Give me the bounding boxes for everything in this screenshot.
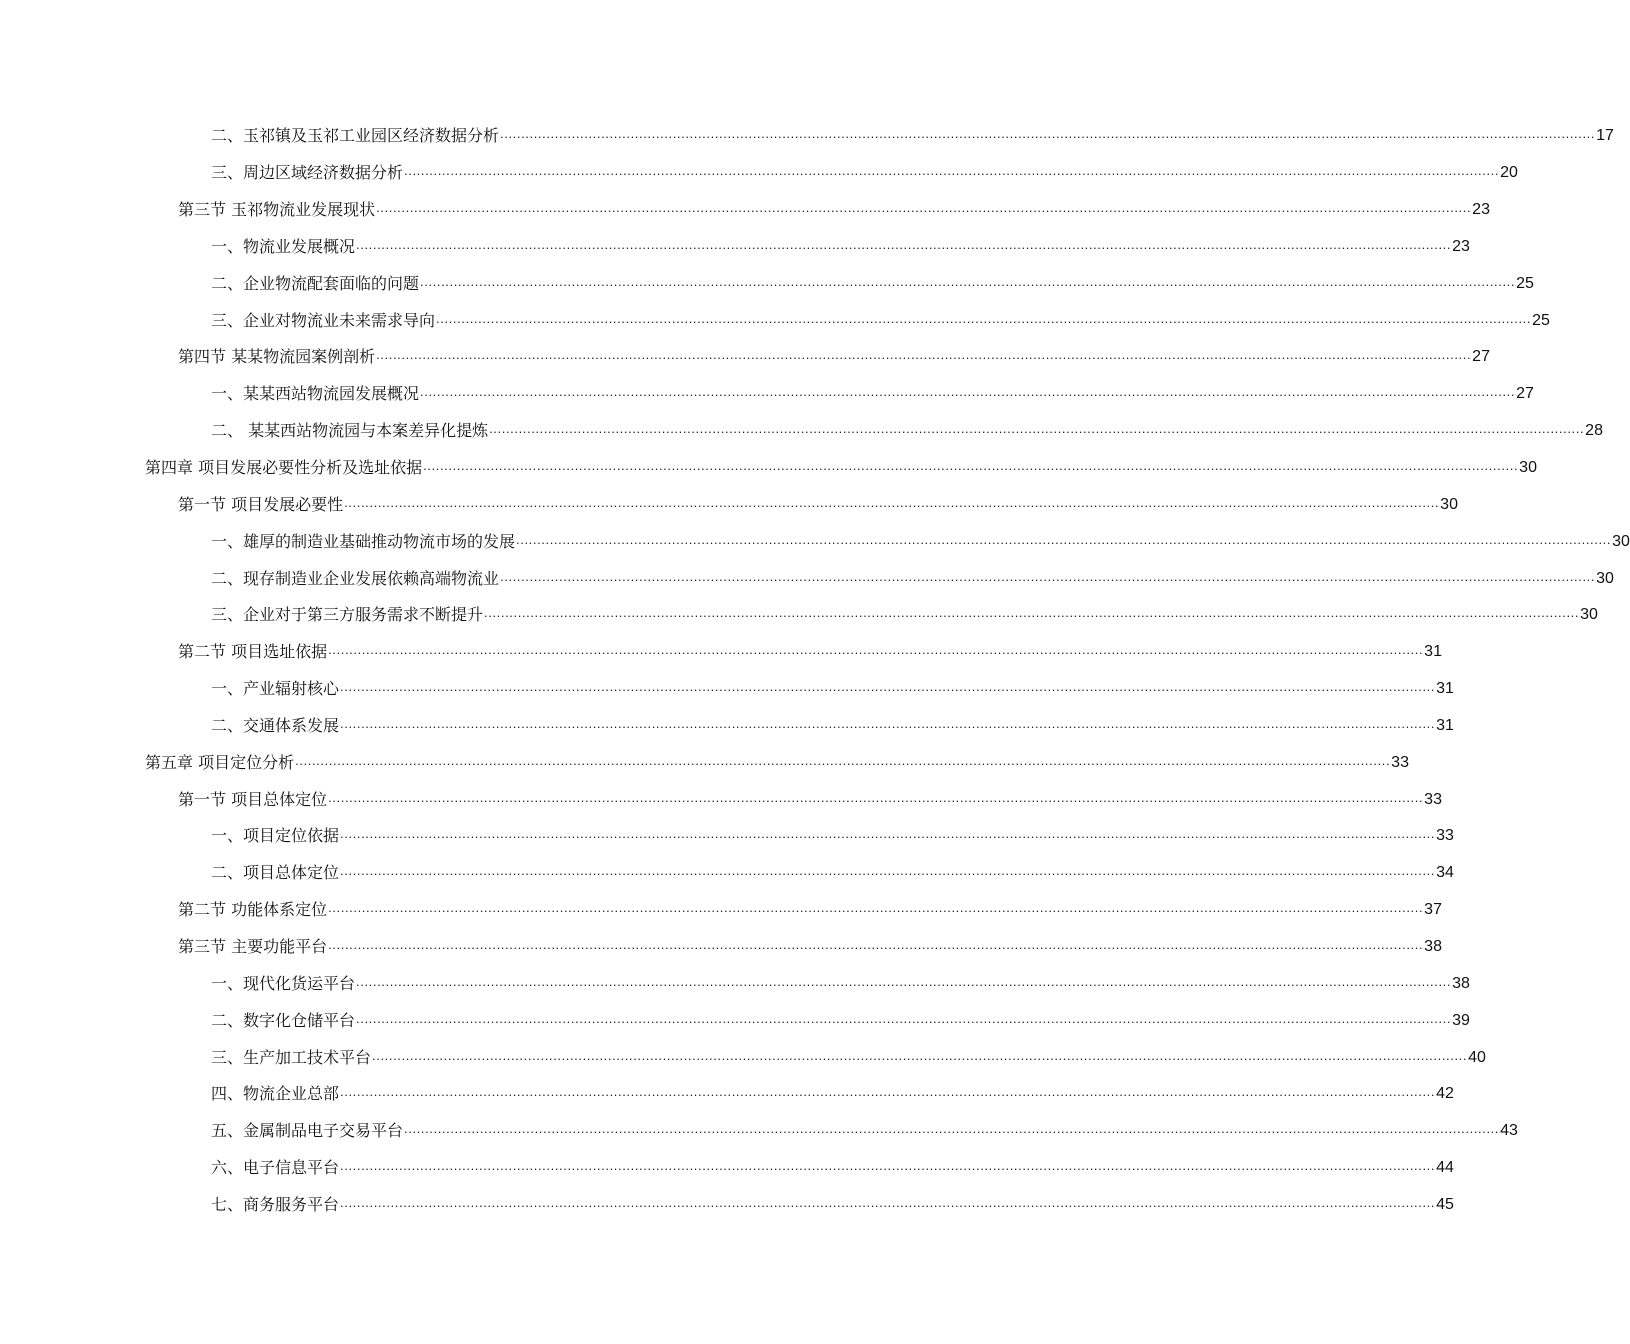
toc-entry-title: 第三节 玉祁物流业发展现状 xyxy=(178,200,376,220)
toc-entry-title: 二、数字化仓储平台 xyxy=(211,1010,356,1030)
toc-entry[interactable] xyxy=(0,229,1470,266)
dot-leader: .................................................................................................................................................................................................................................................................... xyxy=(404,163,1500,179)
toc-entry-title: 一、产业辐射核心 xyxy=(211,679,340,699)
dot-leader: .................................................................................................................................................................................................................................................................... xyxy=(340,679,1436,695)
dot-leader: .................................................................................................................................................................................................................................................................... xyxy=(420,273,1516,289)
toc-entry[interactable] xyxy=(0,1113,1518,1150)
toc-entry[interactable] xyxy=(0,855,1454,892)
dot-leader: .................................................................................................................................................................................................................................................................... xyxy=(372,1047,1468,1063)
toc-entry-title: 第四章 项目发展必要性分析及选址依据 xyxy=(145,458,423,478)
toc-entry-title: 二、企业物流配套面临的问题 xyxy=(211,273,420,293)
toc-entry[interactable] xyxy=(0,1150,1454,1187)
toc-entry-page-number: 44 xyxy=(1436,1159,1454,1177)
dot-leader: .................................................................................................................................................................................................................................................................... xyxy=(328,936,1424,952)
dot-leader: .................................................................................................................................................................................................................................................................... xyxy=(340,1158,1436,1174)
toc-entry-page-number: 27 xyxy=(1472,348,1490,366)
dot-leader: .................................................................................................................................................................................................................................................................... xyxy=(356,236,1452,252)
dot-leader: .................................................................................................................................................................................................................................................................... xyxy=(328,642,1424,658)
toc-entry-page-number: 17 xyxy=(1596,127,1614,145)
dot-leader: .................................................................................................................................................................................................................................................................... xyxy=(356,973,1452,989)
toc-entry-title: 三、企业对于第三方服务需求不断提升 xyxy=(211,605,484,625)
dot-leader: .................................................................................................................................................................................................................................................................... xyxy=(340,1194,1436,1210)
toc-entry-title: 第四节 某某物流园案例剖析 xyxy=(178,347,376,367)
toc-entry[interactable] xyxy=(0,192,1490,229)
toc-entry[interactable] xyxy=(0,560,1614,597)
toc-entry-title: 一、项目定位依据 xyxy=(211,826,340,846)
dot-leader: .................................................................................................................................................................................................................................................................... xyxy=(340,715,1436,731)
toc-entry-title: 四、物流企业总部 xyxy=(211,1084,340,1104)
toc-entry-title: 三、周边区域经济数据分析 xyxy=(211,163,404,183)
toc-entry-page-number: 30 xyxy=(1580,606,1598,624)
toc-entry[interactable] xyxy=(0,965,1470,1002)
toc-entry[interactable] xyxy=(0,413,1603,450)
toc-entry-page-number: 34 xyxy=(1436,864,1454,882)
toc-entry-title: 第三节 主要功能平台 xyxy=(178,936,328,956)
toc-entry-title: 一、物流业发展概况 xyxy=(211,236,356,256)
toc-entry-page-number: 38 xyxy=(1424,937,1442,955)
toc-entry-page-number: 30 xyxy=(1519,459,1537,477)
toc-entry[interactable] xyxy=(0,634,1442,671)
toc-entry[interactable] xyxy=(0,708,1454,745)
toc-entry[interactable] xyxy=(0,781,1442,818)
dot-leader: .................................................................................................................................................................................................................................................................... xyxy=(340,1084,1436,1100)
toc-entry-title: 第一节 项目总体定位 xyxy=(178,789,328,809)
toc-entry-page-number: 27 xyxy=(1516,385,1534,403)
toc-entry[interactable] xyxy=(0,486,1458,523)
toc-entry-page-number: 25 xyxy=(1516,274,1534,292)
dot-leader: .................................................................................................................................................................................................................................................................... xyxy=(516,531,1612,547)
toc-entry-title: 五、金属制品电子交易平台 xyxy=(211,1121,404,1141)
dot-leader: .................................................................................................................................................................................................................................................................... xyxy=(376,200,1472,216)
dot-leader: .................................................................................................................................................................................................................................................................... xyxy=(340,826,1436,842)
toc-entry-title: 第一节 项目发展必要性 xyxy=(178,494,344,514)
toc-entry-page-number: 23 xyxy=(1472,201,1490,219)
dot-leader: .................................................................................................................................................................................................................................................................... xyxy=(500,126,1596,142)
dot-leader: .................................................................................................................................................................................................................................................................... xyxy=(436,310,1532,326)
dot-leader: .................................................................................................................................................................................................................................................................... xyxy=(295,752,1391,768)
toc-entry-title: 二、玉祁镇及玉祁工业园区经济数据分析 xyxy=(211,126,500,146)
dot-leader: .................................................................................................................................................................................................................................................................... xyxy=(328,900,1424,916)
toc-entry-page-number: 31 xyxy=(1436,680,1454,698)
toc-entry[interactable] xyxy=(0,1186,1454,1223)
toc-entry[interactable] xyxy=(0,744,1409,781)
toc-entry[interactable] xyxy=(0,450,1537,487)
dot-leader: .................................................................................................................................................................................................................................................................... xyxy=(328,789,1424,805)
toc-entry[interactable] xyxy=(0,523,1630,560)
toc-entry-title: 七、商务服务平台 xyxy=(211,1194,340,1214)
toc-entry-page-number: 30 xyxy=(1440,495,1458,513)
toc-entry-title: 一、现代化货运平台 xyxy=(211,973,356,993)
toc-entry-page-number: 37 xyxy=(1424,901,1442,919)
toc-entry-title: 二、交通体系发展 xyxy=(211,715,340,735)
toc-entry-title: 一、雄厚的制造业基础推动物流市场的发展 xyxy=(211,531,516,551)
toc-entry-page-number: 33 xyxy=(1424,790,1442,808)
toc-entry[interactable] xyxy=(0,155,1518,192)
dot-leader: .................................................................................................................................................................................................................................................................... xyxy=(489,421,1585,437)
dot-leader: .................................................................................................................................................................................................................................................................... xyxy=(420,384,1516,400)
table-of-contents xyxy=(0,118,1630,1223)
toc-entry[interactable] xyxy=(0,671,1454,708)
dot-leader: .................................................................................................................................................................................................................................................................... xyxy=(423,458,1519,474)
toc-entry-page-number: 42 xyxy=(1436,1085,1454,1103)
toc-entry[interactable] xyxy=(0,265,1534,302)
toc-entry-title: 第二节 项目选址依据 xyxy=(178,642,328,662)
toc-entry-page-number: 31 xyxy=(1436,716,1454,734)
dot-leader: .................................................................................................................................................................................................................................................................... xyxy=(376,347,1472,363)
dot-leader: .................................................................................................................................................................................................................................................................... xyxy=(344,494,1440,510)
toc-entry-page-number: 23 xyxy=(1452,237,1470,255)
toc-entry-page-number: 33 xyxy=(1436,827,1454,845)
toc-entry[interactable] xyxy=(0,1076,1454,1113)
toc-entry-page-number: 30 xyxy=(1612,532,1630,550)
toc-entry[interactable] xyxy=(0,1002,1470,1039)
toc-entry[interactable] xyxy=(0,302,1550,339)
toc-entry-page-number: 39 xyxy=(1452,1011,1470,1029)
toc-entry[interactable] xyxy=(0,929,1442,966)
dot-leader: .................................................................................................................................................................................................................................................................... xyxy=(356,1010,1452,1026)
toc-entry[interactable] xyxy=(0,376,1534,413)
dot-leader: .................................................................................................................................................................................................................................................................... xyxy=(404,1121,1500,1137)
toc-entry-page-number: 25 xyxy=(1532,311,1550,329)
toc-entry-title: 二、现存制造业企业发展依赖高端物流业 xyxy=(211,568,500,588)
dot-leader: .................................................................................................................................................................................................................................................................... xyxy=(484,605,1580,621)
toc-entry-page-number: 30 xyxy=(1596,569,1614,587)
toc-entry-title: 六、电子信息平台 xyxy=(211,1158,340,1178)
toc-entry-title: 二、 某某西站物流园与本案差异化提炼 xyxy=(211,421,489,441)
toc-entry-page-number: 28 xyxy=(1585,422,1603,440)
dot-leader: .................................................................................................................................................................................................................................................................... xyxy=(500,568,1596,584)
toc-entry-title: 二、项目总体定位 xyxy=(211,863,340,883)
toc-entry-page-number: 38 xyxy=(1452,974,1470,992)
toc-entry-title: 三、生产加工技术平台 xyxy=(211,1047,372,1067)
toc-entry-title: 一、某某西站物流园发展概况 xyxy=(211,384,420,404)
toc-entry-page-number: 20 xyxy=(1500,164,1518,182)
toc-entry-title: 第五章 项目定位分析 xyxy=(145,752,295,772)
toc-entry[interactable] xyxy=(0,597,1598,634)
toc-entry-page-number: 31 xyxy=(1424,643,1442,661)
toc-entry[interactable] xyxy=(0,339,1490,376)
toc-entry[interactable] xyxy=(0,818,1454,855)
toc-entry[interactable] xyxy=(0,892,1442,929)
toc-entry-page-number: 40 xyxy=(1468,1048,1486,1066)
dot-leader: .................................................................................................................................................................................................................................................................... xyxy=(340,863,1436,879)
toc-entry-title: 第二节 功能体系定位 xyxy=(178,900,328,920)
toc-entry[interactable] xyxy=(0,118,1614,155)
toc-entry-title: 三、企业对物流业未来需求导向 xyxy=(211,310,436,330)
toc-entry[interactable] xyxy=(0,1039,1486,1076)
toc-entry-page-number: 45 xyxy=(1436,1195,1454,1213)
toc-entry-page-number: 43 xyxy=(1500,1122,1518,1140)
toc-entry-page-number: 33 xyxy=(1391,753,1409,771)
